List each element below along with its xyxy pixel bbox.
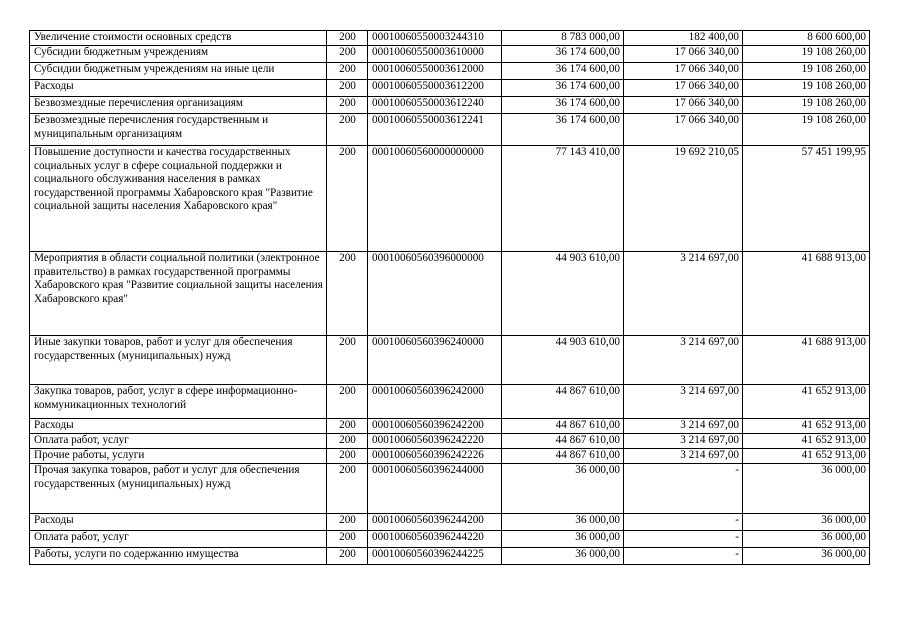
executed-amount-cell: 17 066 340,00 [624,63,743,80]
approved-amount-cell: 8 783 000,00 [502,31,624,46]
remaining-amount-cell: 19 108 260,00 [743,114,870,146]
budget-classification-code-cell: 00010060560000000000 [368,146,502,252]
expense-name-cell: Оплата работ, услуг [30,531,327,548]
remaining-amount-cell: 57 451 199,95 [743,146,870,252]
line-code-cell: 200 [327,31,368,46]
table-row [30,46,870,63]
approved-amount-cell: 36 000,00 [502,514,624,531]
line-code-cell: 200 [327,464,368,514]
budget-classification-code-cell: 00010060560396000000 [368,252,502,336]
table-row [30,97,870,114]
expense-name-cell: Мероприятия в области социальной политики (электронное правительство) в рамках государственной программы Хабаровского края "Развитие социальной защиты населения Хабаровского края" [30,252,327,336]
table-row [30,146,870,252]
expense-name-cell: Субсидии бюджетным учреждениям [30,46,327,63]
expense-name-cell: Увеличение стоимости основных средств [30,31,327,46]
line-code-cell: 200 [327,336,368,385]
table-row [30,63,870,80]
budget-classification-code-cell: 00010060550003612240 [368,97,502,114]
table-row [30,531,870,548]
table-row [30,419,870,434]
table-row [30,514,870,531]
table-row [30,385,870,419]
approved-amount-cell: 44 867 610,00 [502,419,624,434]
approved-amount-cell: 36 174 600,00 [502,114,624,146]
budget-classification-code-cell: 00010060560396244200 [368,514,502,531]
executed-amount-cell: 3 214 697,00 [624,449,743,464]
remaining-amount-cell: 36 000,00 [743,514,870,531]
executed-amount-cell: 17 066 340,00 [624,80,743,97]
expense-name-cell: Оплата работ, услуг [30,434,327,449]
line-code-cell: 200 [327,548,368,565]
executed-amount-cell: - [624,464,743,514]
expense-name-cell: Расходы [30,514,327,531]
executed-amount-cell: - [624,531,743,548]
line-code-cell: 200 [327,449,368,464]
remaining-amount-cell: 41 652 913,00 [743,434,870,449]
budget-classification-code-cell: 00010060560396244220 [368,531,502,548]
remaining-amount-cell: 41 652 913,00 [743,385,870,419]
remaining-amount-cell: 19 108 260,00 [743,63,870,80]
budget-classification-code-cell: 00010060550003612200 [368,80,502,97]
table-row [30,434,870,449]
budget-classification-code-cell: 00010060560396242200 [368,419,502,434]
budget-classification-code-cell: 00010060560396244225 [368,548,502,565]
line-code-cell: 200 [327,531,368,548]
approved-amount-cell: 36 174 600,00 [502,63,624,80]
approved-amount-cell: 36 000,00 [502,464,624,514]
approved-amount-cell: 36 174 600,00 [502,97,624,114]
budget-classification-code-cell: 00010060550003612241 [368,114,502,146]
remaining-amount-cell: 41 652 913,00 [743,449,870,464]
remaining-amount-cell: 41 652 913,00 [743,419,870,434]
table-row [30,252,870,336]
expense-name-cell: Расходы [30,419,327,434]
expense-name-cell: Безвозмездные перечисления государственным и муниципальным организациям [30,114,327,146]
executed-amount-cell: 17 066 340,00 [624,97,743,114]
remaining-amount-cell: 41 688 913,00 [743,252,870,336]
executed-amount-cell: 182 400,00 [624,31,743,46]
executed-amount-cell: 3 214 697,00 [624,434,743,449]
table-body [30,31,870,565]
line-code-cell: 200 [327,434,368,449]
approved-amount-cell: 44 867 610,00 [502,434,624,449]
remaining-amount-cell: 36 000,00 [743,548,870,565]
executed-amount-cell: 3 214 697,00 [624,385,743,419]
line-code-cell: 200 [327,385,368,419]
expense-name-cell: Прочие работы, услуги [30,449,327,464]
budget-execution-table [29,30,870,565]
executed-amount-cell: 19 692 210,05 [624,146,743,252]
budget-classification-code-cell: 00010060560396242220 [368,434,502,449]
approved-amount-cell: 44 903 610,00 [502,252,624,336]
executed-amount-cell: 3 214 697,00 [624,252,743,336]
expense-name-cell: Повышение доступности и качества государственных социальных услуг в сфере социальной поддержки и социального обслуживания населения в рамках государственной программы Хабаровского края "Развитие социальной защиты населения Хабаровского края" [30,146,327,252]
budget-classification-code-cell: 00010060560396240000 [368,336,502,385]
line-code-cell: 200 [327,114,368,146]
remaining-amount-cell: 19 108 260,00 [743,80,870,97]
line-code-cell: 200 [327,80,368,97]
approved-amount-cell: 36 174 600,00 [502,46,624,63]
expense-name-cell: Иные закупки товаров, работ и услуг для обеспечения государственных (муниципальных) нужд [30,336,327,385]
expense-name-cell: Безвозмездные перечисления организациям [30,97,327,114]
table-row [30,80,870,97]
approved-amount-cell: 44 867 610,00 [502,385,624,419]
approved-amount-cell: 36 174 600,00 [502,80,624,97]
expense-name-cell: Работы, услуги по содержанию имущества [30,548,327,565]
budget-classification-code-cell: 00010060560396244000 [368,464,502,514]
line-code-cell: 200 [327,514,368,531]
approved-amount-cell: 44 903 610,00 [502,336,624,385]
executed-amount-cell: - [624,548,743,565]
remaining-amount-cell: 36 000,00 [743,464,870,514]
approved-amount-cell: 77 143 410,00 [502,146,624,252]
budget-classification-code-cell: 00010060560396242226 [368,449,502,464]
line-code-cell: 200 [327,97,368,114]
table-row [30,31,870,46]
budget-classification-code-cell: 00010060550003612000 [368,63,502,80]
executed-amount-cell: 17 066 340,00 [624,114,743,146]
approved-amount-cell: 36 000,00 [502,531,624,548]
table-row [30,464,870,514]
table-row [30,114,870,146]
remaining-amount-cell: 19 108 260,00 [743,97,870,114]
budget-classification-code-cell: 00010060560396242000 [368,385,502,419]
expense-name-cell: Субсидии бюджетным учреждениям на иные цели [30,63,327,80]
remaining-amount-cell: 8 600 600,00 [743,31,870,46]
table-row [30,548,870,565]
remaining-amount-cell: 19 108 260,00 [743,46,870,63]
expense-name-cell: Закупка товаров, работ, услуг в сфере информационно-коммуникационных технологий [30,385,327,419]
remaining-amount-cell: 41 688 913,00 [743,336,870,385]
approved-amount-cell: 36 000,00 [502,548,624,565]
executed-amount-cell: 3 214 697,00 [624,336,743,385]
budget-classification-code-cell: 00010060550003244310 [368,31,502,46]
approved-amount-cell: 44 867 610,00 [502,449,624,464]
table-row [30,336,870,385]
line-code-cell: 200 [327,46,368,63]
executed-amount-cell: - [624,514,743,531]
remaining-amount-cell: 36 000,00 [743,531,870,548]
expense-name-cell: Расходы [30,80,327,97]
line-code-cell: 200 [327,63,368,80]
executed-amount-cell: 3 214 697,00 [624,419,743,434]
line-code-cell: 200 [327,252,368,336]
table-row [30,449,870,464]
budget-classification-code-cell: 00010060550003610000 [368,46,502,63]
executed-amount-cell: 17 066 340,00 [624,46,743,63]
expense-name-cell: Прочая закупка товаров, работ и услуг для обеспечения государственных (муниципальных) нужд [30,464,327,514]
line-code-cell: 200 [327,419,368,434]
line-code-cell: 200 [327,146,368,252]
